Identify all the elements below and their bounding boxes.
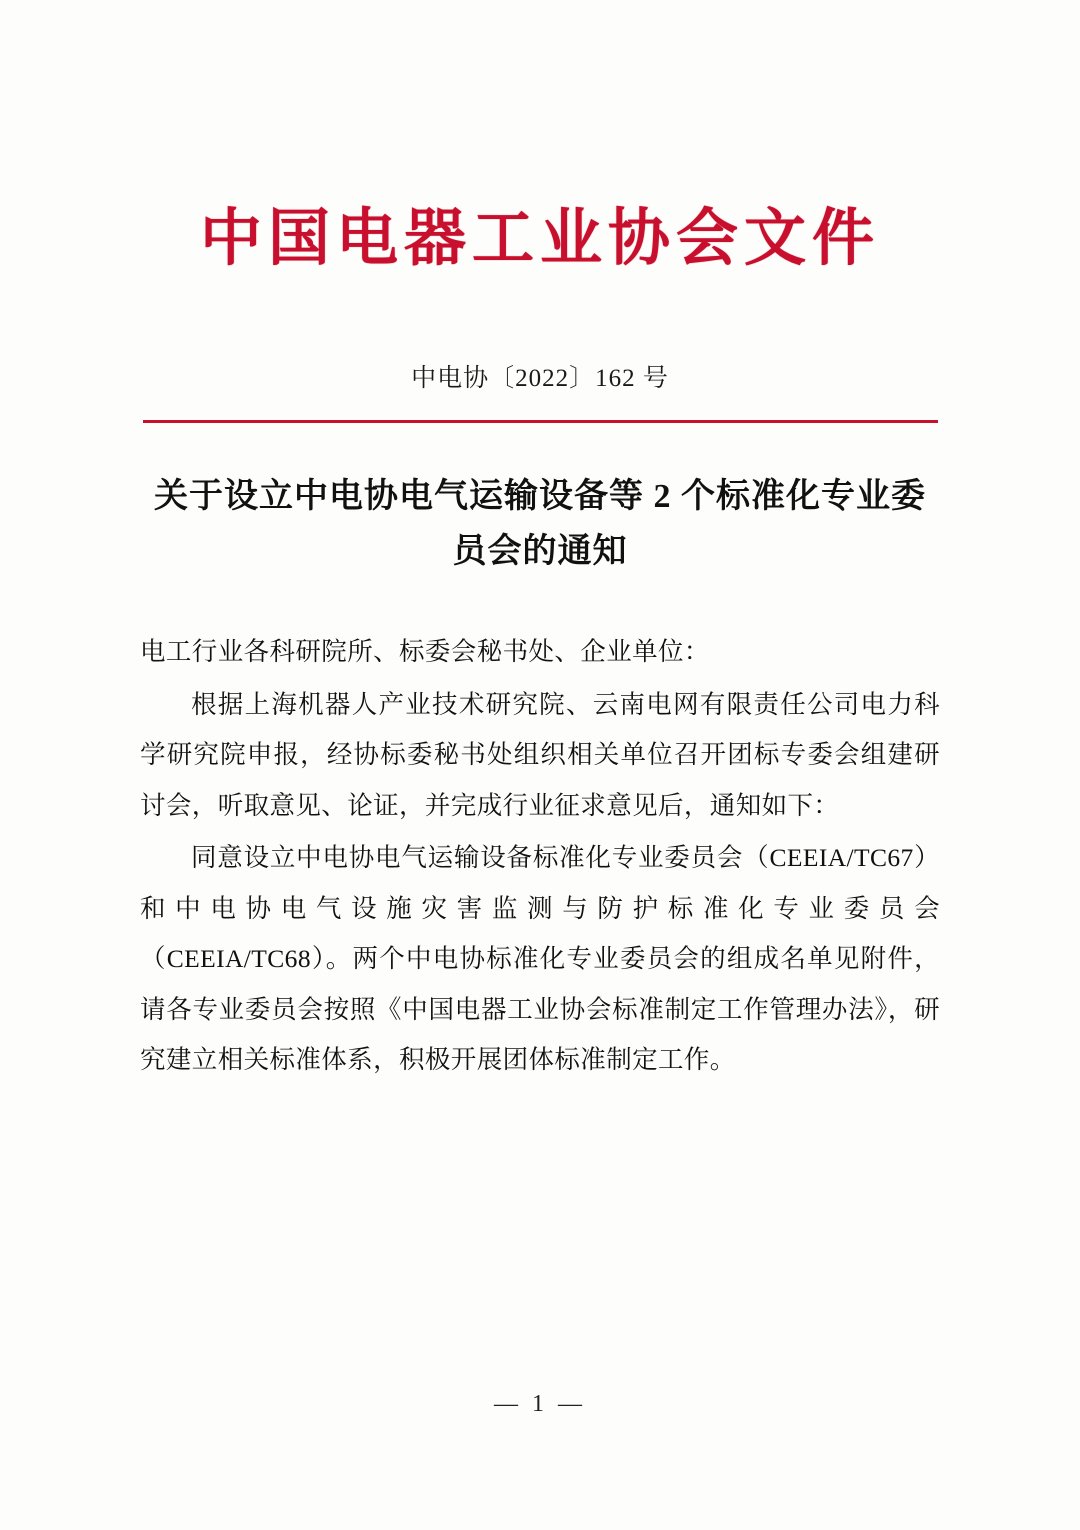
document-masthead-title: 中国电器工业协会文件 xyxy=(199,205,880,273)
paragraph-2: 同意设立中电协电气运输设备标准化专业委员会（CEEIA/TC67）和中电协电气设施灾害监测与防护标准化专业委员会（CEEIA/TC68）。两个中电协标准化专业委员会的组成名单见附件，请各专业委员会按照《中国电器工业协会标准制定工作管理办法》，研究建立相关标准体系，积极开展团体标准制定工作。 xyxy=(140,843,940,1075)
document-title: 关于设立中电协电气运输设备等 2 个标准化专业委员会的通知 xyxy=(154,478,926,571)
salutation-line: 电工行业各科研院所、标委会秘书处、企业单位： xyxy=(140,637,710,667)
red-divider-rule xyxy=(143,420,938,423)
document-content xyxy=(140,627,940,1085)
paragraph-1: 根据上海机器人产业技术研究院、云南电网有限责任公司电力科学研究院申报，经协标委秘书处组织相关单位召开团标专委会组建研讨会，听取意见、论证，并完成行业征求意见后，通知如下： xyxy=(140,689,940,820)
document-body xyxy=(140,0,940,1530)
document-number: 中电协〔2022〕162 号 xyxy=(411,365,669,393)
page-number: — 1 — xyxy=(494,1391,586,1417)
